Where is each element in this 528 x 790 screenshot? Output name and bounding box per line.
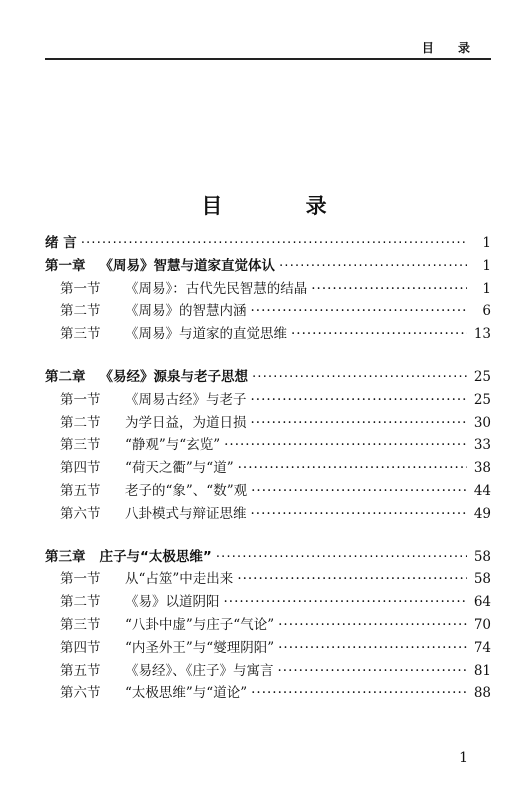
page-number: 88 [473, 685, 491, 702]
section-title: “静观”与“玄览” [125, 437, 221, 454]
page-number: 33 [473, 437, 491, 454]
page-number: 25 [473, 368, 491, 385]
chapter-title: 《易经》源泉与老子思想 [99, 368, 248, 385]
toc-preface[interactable] [45, 232, 491, 255]
page-title: 目 录 [201, 194, 365, 218]
toc-section[interactable] [45, 434, 491, 457]
dot-leader [251, 300, 468, 323]
toc-section[interactable] [45, 389, 491, 412]
preface-label: 绪 言 [45, 235, 77, 251]
toc-section[interactable] [45, 412, 491, 435]
section-title: 《周易》与道家的直觉思维 [125, 326, 287, 343]
toc-section[interactable] [45, 323, 491, 346]
toc-chapter-1[interactable] [45, 255, 491, 278]
chapter-title: 《周易》智慧与道家直觉体认 [99, 257, 275, 274]
section-number: 第一节 [60, 391, 101, 408]
dot-leader [278, 637, 467, 660]
page-number: 74 [473, 639, 491, 656]
dot-leader [216, 546, 467, 569]
section-number: 第六节 [60, 685, 101, 702]
toc-section[interactable] [45, 614, 491, 637]
section-number: 第五节 [60, 662, 101, 679]
toc-section[interactable] [45, 660, 491, 683]
dot-leader [224, 434, 467, 457]
dot-leader [238, 457, 467, 480]
page-number: 70 [473, 616, 491, 633]
section-title: 为学日益，为道日损 [125, 414, 247, 431]
toc-section[interactable] [45, 637, 491, 660]
section-number: 第一节 [60, 280, 101, 297]
dot-leader [291, 323, 467, 346]
dot-leader [224, 591, 468, 614]
dot-leader [278, 614, 467, 637]
toc-section[interactable] [45, 568, 491, 591]
section-number: 第二节 [60, 594, 101, 611]
toc-section[interactable] [45, 300, 491, 323]
toc-section[interactable] [45, 457, 491, 480]
page-number: 44 [473, 482, 491, 499]
page-number: 58 [473, 548, 491, 565]
chapter-number: 第三章 [45, 548, 86, 565]
section-number: 第三节 [60, 326, 101, 343]
dot-leader [251, 389, 468, 412]
dot-leader [252, 366, 467, 389]
page-number: 25 [473, 391, 491, 408]
page-number: 6 [482, 303, 491, 320]
table-of-contents [45, 232, 491, 725]
dot-leader [251, 480, 467, 503]
page-number: 1 [482, 280, 491, 297]
section-title: “八卦中虚”与庄子“气论” [125, 616, 275, 633]
dot-leader [81, 232, 467, 255]
page-number: 81 [473, 662, 491, 679]
toc-chapter-3[interactable] [45, 546, 491, 569]
dot-leader [237, 568, 467, 591]
toc-group-3 [45, 546, 491, 706]
section-title: 从“占筮”中走出来 [125, 571, 234, 588]
section-number: 第二节 [60, 303, 101, 320]
toc-section[interactable] [45, 480, 491, 503]
page-number: 49 [473, 505, 491, 522]
section-number: 第六节 [60, 505, 101, 522]
toc-group-1 [45, 232, 491, 346]
page-number: 64 [473, 594, 491, 611]
section-title: “太极思维”与“道论” [125, 685, 248, 702]
page-number: 38 [473, 460, 491, 477]
toc-section[interactable] [45, 682, 491, 705]
page-number: 58 [473, 571, 491, 588]
section-title: “内圣外王”与“燮理阴阳” [125, 639, 275, 656]
section-number: 第四节 [60, 460, 101, 477]
section-title: 《易经》、《庄子》与寓言 [125, 662, 274, 679]
page-number: 13 [473, 326, 491, 343]
running-head: 目 录 [421, 41, 480, 55]
section-title: 老子的“象”、“数”观 [125, 482, 248, 499]
section-number: 第三节 [60, 437, 101, 454]
dot-leader [279, 255, 467, 278]
section-title: 八卦模式与辩证思维 [125, 505, 247, 522]
chapter-number: 第一章 [45, 257, 86, 274]
toc-section[interactable] [45, 278, 491, 301]
section-number: 第四节 [60, 639, 101, 656]
dot-leader [251, 412, 468, 435]
chapter-title: 庄子与“太极思维” [99, 548, 212, 565]
section-number: 第一节 [60, 571, 101, 588]
toc-section[interactable] [45, 591, 491, 614]
section-title: 《周易古经》与老子 [125, 391, 247, 408]
page-number: 1 [482, 235, 491, 251]
section-title: 《易》以道阴阳 [125, 594, 220, 611]
section-title: “荷天之衢”与“道” [125, 460, 234, 477]
page-folio: 1 [459, 750, 468, 766]
section-number: 第二节 [60, 414, 101, 431]
header-rule [45, 58, 491, 60]
page-number: 1 [482, 257, 491, 274]
section-number: 第五节 [60, 482, 101, 499]
dot-leader [251, 503, 468, 526]
toc-group-2 [45, 366, 491, 526]
dot-leader [278, 660, 468, 683]
section-number: 第三节 [60, 616, 101, 633]
dot-leader [251, 682, 467, 705]
section-title: 《周易》的智慧内涵 [125, 303, 247, 320]
toc-chapter-2[interactable] [45, 366, 491, 389]
toc-section[interactable] [45, 503, 491, 526]
chapter-number: 第二章 [45, 368, 86, 385]
dot-leader [311, 278, 467, 301]
page-number: 30 [473, 414, 491, 431]
section-title: 《周易》：古代先民智慧的结晶 [125, 280, 308, 297]
